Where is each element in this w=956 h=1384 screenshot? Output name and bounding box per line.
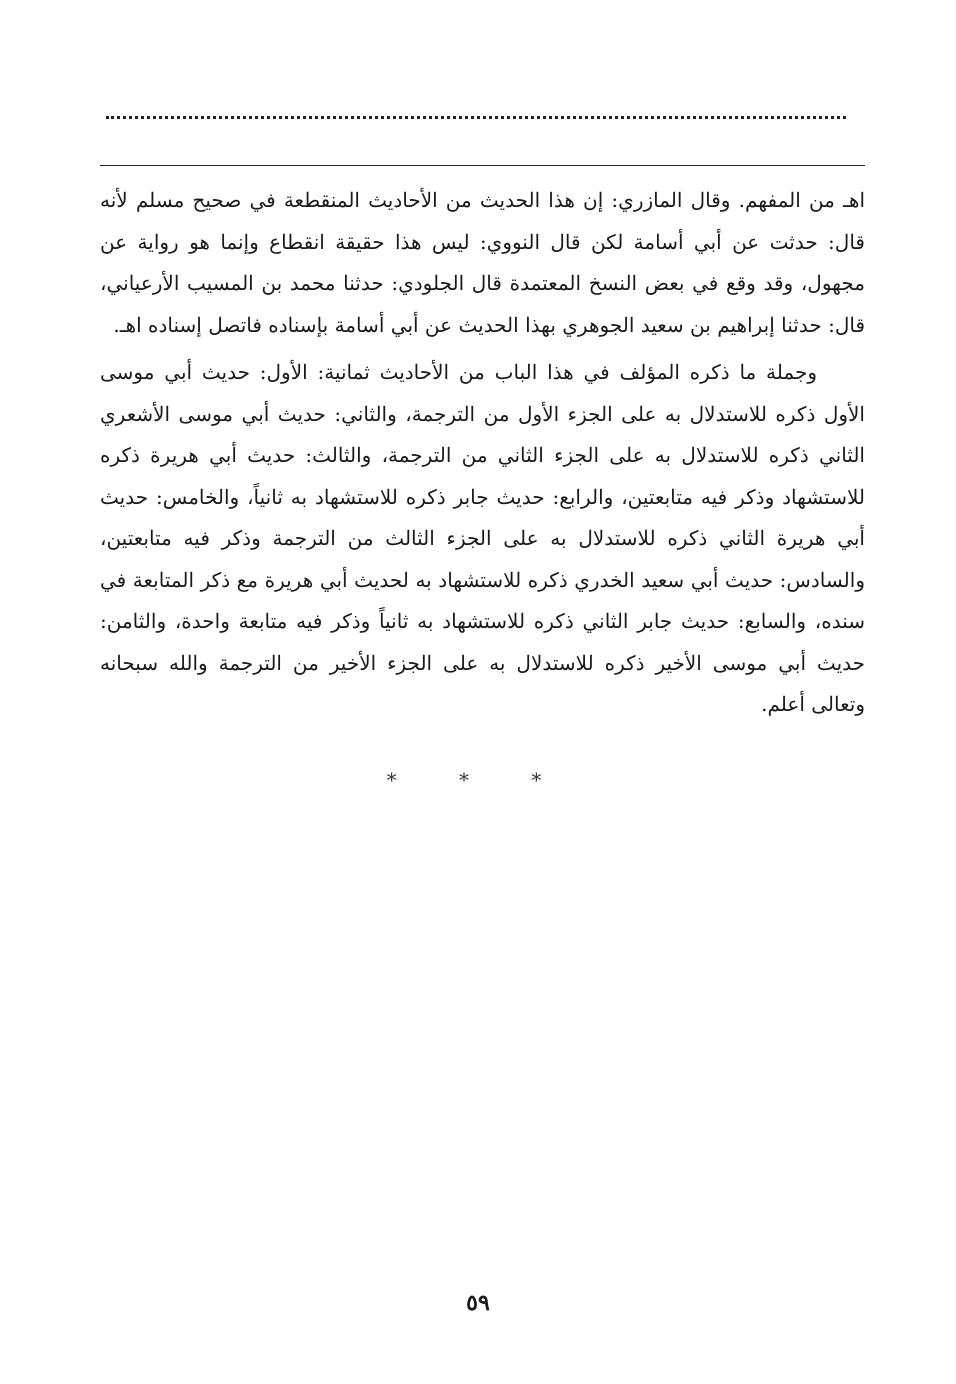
paragraph-2: وجملة ما ذكره المؤلف في هذا الباب من الأحاديث ثمانية: الأول: حديث أبي موسى الأول ذكره للاستدلال به على الجزء الأول من الترجمة، والثاني: حديث أبي موسى الأشعري الثاني ذكره للاستدلال به على الجزء الثاني من الترجمة، والثالث: حديث أبي هريرة ذكره للاستشهاد وذكر فيه متابعتين، والرابع: حديث جابر ذكره للاستشهاد به ثانياً، والخامس: حديث أبي هريرة الثاني ذكره للاستدلال به على الجزء الثالث من الترجمة وذكر فيه متابعتين، والسادس: حديث أبي سعيد الخدري ذكره للاستشهاد به لحديث أبي هريرة مع ذكر المتابعة في سنده، والسابع: حديث جابر الثاني ذكره للاستشهاد به ثانياً وذكر فيه متابعة واحدة، والثامن: حديث أبي موسى الأخير ذكره للاستدلال به على الجزء الأخير من الترجمة والله سبحانه وتعالى أعلم. bbox=[100, 360, 865, 716]
section-separator: * * * bbox=[386, 768, 570, 792]
body-text bbox=[100, 180, 865, 726]
paragraph-1: اهـ من المفهم. وقال المازري: إن هذا الحديث من الأحاديث المنقطعة في صحيح مسلم لأنه قال: حدثت عن أبي أسامة لكن قال النووي: ليس هذا حقيقة انقطاع وإنما هو رواية عن مجهول، وقد وقع في بعض النسخ المعتمدة قال الجلودي: حدثنا محمد بن المسيب الأرعياني، قال: حدثنا إبراهيم بن سعيد الجوهري بهذا الحديث عن أبي أسامة بإسناده فاتصل إسناده اهـ. bbox=[100, 188, 865, 337]
page-number: ٥٩ bbox=[466, 1290, 490, 1316]
footnote-rule bbox=[100, 165, 865, 166]
dotted-rule bbox=[106, 116, 846, 119]
